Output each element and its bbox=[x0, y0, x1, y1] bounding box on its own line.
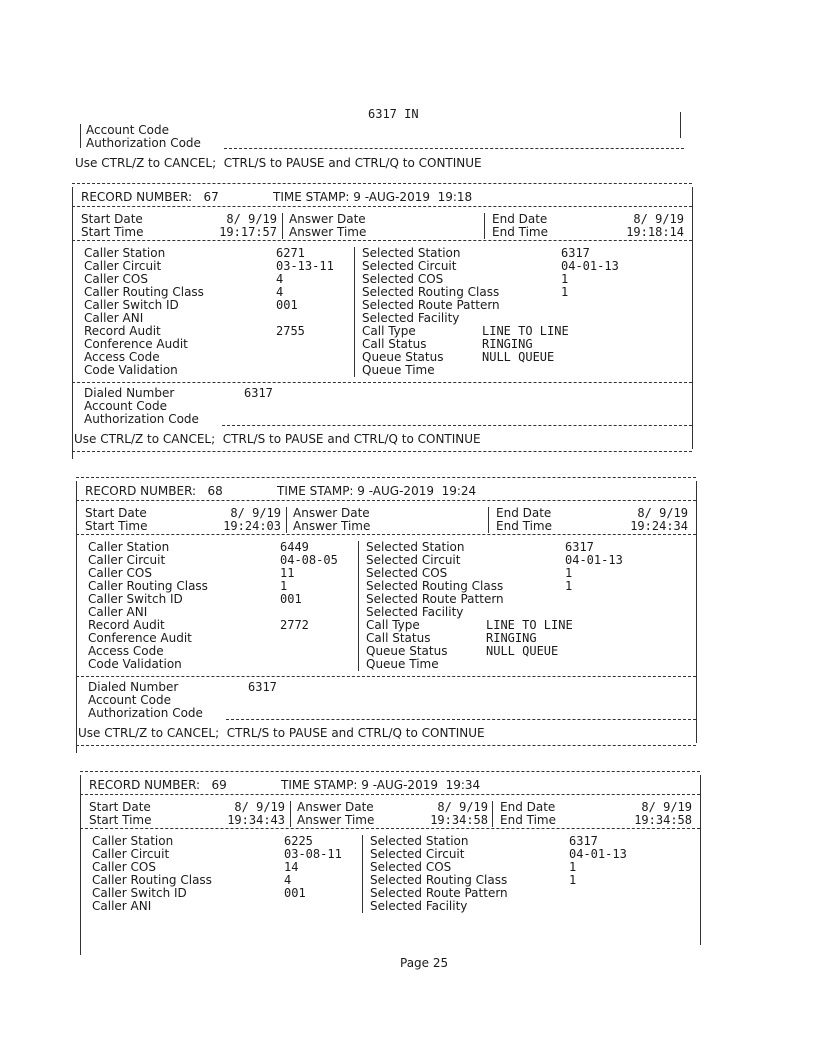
caller-field-label: Conference Audit bbox=[84, 337, 188, 351]
selected-field-label: Queue Status bbox=[366, 644, 448, 658]
selected-field-label: Selected Routing Class bbox=[366, 579, 504, 593]
selected-field-label: Selected Facility bbox=[370, 899, 468, 913]
caller-field-label: Caller Circuit bbox=[84, 259, 162, 273]
selected-field-label: Selected Facility bbox=[362, 311, 460, 325]
selected-field-label: Call Type bbox=[362, 324, 416, 338]
end-time-label: End Time bbox=[496, 519, 552, 533]
answer-time-label: Answer Time bbox=[293, 519, 371, 533]
caller-field-value: 11 bbox=[280, 566, 295, 580]
caller-field-label: Code Validation bbox=[84, 363, 178, 377]
start-time-label: Start Time bbox=[85, 519, 148, 533]
time-stamp: TIME STAMP: 9 -AUG-2019 19:34 bbox=[281, 778, 481, 792]
selected-field-value: 1 bbox=[565, 566, 573, 580]
dialed-number-value: 6317 bbox=[244, 386, 273, 400]
start-time-value: 19:34:43 bbox=[227, 813, 285, 827]
divider bbox=[80, 828, 700, 829]
caller-field-label: Caller Routing Class bbox=[84, 285, 204, 299]
caller-field-value: 03-08-11 bbox=[284, 847, 342, 861]
selected-field-label: Selected COS bbox=[370, 860, 452, 874]
selected-field-label: Selected Route Pattern bbox=[366, 592, 504, 606]
record-left-border bbox=[72, 187, 73, 459]
caller-field-value: 6449 bbox=[280, 540, 309, 554]
caller-field-label: Access Code bbox=[88, 644, 164, 658]
caller-field-value: 4 bbox=[276, 272, 284, 286]
dialed-number-value: 6317 bbox=[248, 680, 277, 694]
caller-field-value: 04-08-05 bbox=[280, 553, 338, 567]
selected-field-label: Selected Route Pattern bbox=[370, 886, 508, 900]
end-date-label: End Date bbox=[496, 506, 552, 520]
caller-field-value: 001 bbox=[276, 298, 298, 312]
divider bbox=[76, 500, 696, 501]
record-number: RECORD NUMBER: 68 bbox=[85, 484, 223, 498]
selected-field-label: Selected Circuit bbox=[370, 847, 465, 861]
selected-field-label: Selected Circuit bbox=[362, 259, 457, 273]
margin-bar bbox=[80, 124, 81, 148]
start-time-value: 19:24:03 bbox=[223, 519, 281, 533]
end-date-label: End Date bbox=[500, 800, 556, 814]
selected-field-label: Call Status bbox=[366, 631, 431, 645]
caller-field-label: Caller ANI bbox=[84, 311, 144, 325]
record-top-border bbox=[72, 183, 692, 184]
selected-field-value: 1 bbox=[561, 272, 569, 286]
caller-field-value: 4 bbox=[276, 285, 284, 299]
caller-field-label: Code Validation bbox=[88, 657, 182, 671]
column-separator bbox=[488, 507, 489, 533]
account-code-label: Account Code bbox=[88, 693, 171, 707]
selected-field-label: Selected Station bbox=[370, 834, 469, 848]
caller-field-value: 1 bbox=[280, 579, 288, 593]
record-number: RECORD NUMBER: 69 bbox=[89, 778, 227, 792]
selected-field-value: NULL QUEUE bbox=[486, 644, 559, 658]
caller-field-label: Caller Routing Class bbox=[92, 873, 212, 887]
end-date-value: 8/ 9/19 bbox=[637, 506, 688, 520]
column-separator bbox=[362, 835, 363, 913]
answer-date-label: Answer Date bbox=[289, 212, 366, 226]
selected-field-value: RINGING bbox=[486, 631, 537, 645]
dialed-number-label: Dialed Number bbox=[84, 386, 175, 400]
authorization-code-label: Authorization Code bbox=[88, 706, 203, 720]
selected-field-label: Selected COS bbox=[362, 272, 444, 286]
end-date-value: 8/ 9/19 bbox=[633, 212, 684, 226]
record-right-border bbox=[692, 187, 693, 449]
answer-time-value: 19:34:58 bbox=[430, 813, 488, 827]
caller-field-label: Record Audit bbox=[88, 618, 165, 632]
answer-date-value: 8/ 9/19 bbox=[437, 800, 488, 814]
caller-field-label: Record Audit bbox=[84, 324, 161, 338]
caller-field-label: Caller Station bbox=[88, 540, 170, 554]
selected-field-label: Selected Route Pattern bbox=[362, 298, 500, 312]
account-code-label: Account Code bbox=[86, 123, 169, 137]
divider bbox=[76, 534, 696, 535]
selected-field-value: 6317 bbox=[565, 540, 594, 554]
start-date-value: 8/ 9/19 bbox=[234, 800, 285, 814]
selected-field-label: Selected Circuit bbox=[366, 553, 461, 567]
time-stamp: TIME STAMP: 9 -AUG-2019 19:24 bbox=[277, 484, 477, 498]
selected-field-value: 1 bbox=[569, 860, 577, 874]
caller-field-label: Caller Routing Class bbox=[88, 579, 208, 593]
caller-field-label: Caller Switch ID bbox=[84, 298, 179, 312]
authorization-code-label: Authorization Code bbox=[86, 136, 201, 150]
end-time-label: End Time bbox=[500, 813, 556, 827]
selected-field-label: Selected Station bbox=[366, 540, 465, 554]
caller-field-value: 001 bbox=[280, 592, 302, 606]
selected-field-label: Queue Time bbox=[362, 363, 435, 377]
start-time-value: 19:17:57 bbox=[219, 225, 277, 239]
caller-field-label: Caller COS bbox=[88, 566, 152, 580]
selected-field-label: Selected Routing Class bbox=[362, 285, 500, 299]
selected-field-label: Queue Time bbox=[366, 657, 439, 671]
divider bbox=[222, 425, 692, 426]
column-separator bbox=[358, 541, 359, 671]
caller-field-label: Conference Audit bbox=[88, 631, 192, 645]
caller-field-value: 14 bbox=[284, 860, 299, 874]
selected-field-label: Selected Routing Class bbox=[370, 873, 508, 887]
selected-field-label: Selected COS bbox=[366, 566, 448, 580]
start-date-label: Start Date bbox=[85, 506, 147, 520]
selected-field-label: Call Status bbox=[362, 337, 427, 351]
caller-field-label: Caller Station bbox=[92, 834, 174, 848]
divider bbox=[224, 148, 684, 149]
record-top-border bbox=[80, 771, 700, 772]
record-right-border bbox=[700, 775, 701, 945]
selected-field-value: 6317 bbox=[561, 246, 590, 260]
column-separator bbox=[484, 213, 485, 239]
divider bbox=[80, 794, 700, 795]
selected-field-value: 1 bbox=[565, 579, 573, 593]
end-date-value: 8/ 9/19 bbox=[641, 800, 692, 814]
account-code-label: Account Code bbox=[84, 399, 167, 413]
divider bbox=[72, 451, 692, 452]
end-time-label: End Time bbox=[492, 225, 548, 239]
page-number: Page 25 bbox=[400, 956, 449, 970]
cancel-instruction: Use CTRL/Z to CANCEL; CTRL/S to PAUSE and CTRL/Q to CONTINUE bbox=[74, 432, 481, 446]
selected-field-value: NULL QUEUE bbox=[482, 350, 555, 364]
divider bbox=[72, 206, 692, 207]
start-date-label: Start Date bbox=[81, 212, 143, 226]
selected-field-value: 04-01-13 bbox=[561, 259, 619, 273]
selected-field-label: Selected Facility bbox=[366, 605, 464, 619]
start-date-label: Start Date bbox=[89, 800, 151, 814]
caller-field-label: Caller COS bbox=[92, 860, 156, 874]
caller-field-label: Caller COS bbox=[84, 272, 148, 286]
selected-field-value: 1 bbox=[569, 873, 577, 887]
caller-field-label: Caller Circuit bbox=[92, 847, 170, 861]
selected-field-value: 1 bbox=[561, 285, 569, 299]
answer-time-label: Answer Time bbox=[289, 225, 367, 239]
dialed-number-label: Dialed Number bbox=[88, 680, 179, 694]
caller-field-label: Caller Switch ID bbox=[92, 886, 187, 900]
divider bbox=[76, 745, 696, 746]
caller-field-value: 4 bbox=[284, 873, 292, 887]
selected-field-value: 6317 bbox=[569, 834, 598, 848]
caller-field-value: 2755 bbox=[276, 324, 305, 338]
selected-field-value: LINE TO LINE bbox=[486, 618, 573, 632]
selected-field-value: 04-01-13 bbox=[569, 847, 627, 861]
start-time-label: Start Time bbox=[89, 813, 152, 827]
cancel-instruction: Use CTRL/Z to CANCEL; CTRL/S to PAUSE and CTRL/Q to CONTINUE bbox=[75, 156, 482, 170]
answer-date-label: Answer Date bbox=[297, 800, 374, 814]
divider bbox=[72, 382, 692, 383]
report-title: 6317 IN bbox=[368, 107, 419, 121]
record-right-border bbox=[696, 481, 697, 743]
divider bbox=[72, 240, 692, 241]
caller-field-label: Access Code bbox=[84, 350, 160, 364]
caller-field-label: Caller Circuit bbox=[88, 553, 166, 567]
caller-field-value: 001 bbox=[284, 886, 306, 900]
cancel-instruction: Use CTRL/Z to CANCEL; CTRL/S to PAUSE and CTRL/Q to CONTINUE bbox=[78, 726, 485, 740]
record-top-border bbox=[76, 477, 696, 478]
authorization-code-label: Authorization Code bbox=[84, 412, 199, 426]
selected-field-label: Queue Status bbox=[362, 350, 444, 364]
selected-field-value: RINGING bbox=[482, 337, 533, 351]
end-time-value: 19:34:58 bbox=[634, 813, 692, 827]
end-time-value: 19:18:14 bbox=[626, 225, 684, 239]
selected-field-value: 04-01-13 bbox=[565, 553, 623, 567]
caller-field-value: 6225 bbox=[284, 834, 313, 848]
caller-field-value: 6271 bbox=[276, 246, 305, 260]
margin-bar bbox=[680, 112, 681, 138]
column-separator bbox=[354, 247, 355, 377]
column-separator bbox=[282, 213, 283, 239]
answer-date-label: Answer Date bbox=[293, 506, 370, 520]
time-stamp: TIME STAMP: 9 -AUG-2019 19:18 bbox=[273, 190, 473, 204]
column-separator bbox=[290, 801, 291, 827]
caller-field-value: 2772 bbox=[280, 618, 309, 632]
divider bbox=[76, 676, 696, 677]
caller-field-label: Caller Switch ID bbox=[88, 592, 183, 606]
caller-field-label: Caller ANI bbox=[88, 605, 148, 619]
end-time-value: 19:24:34 bbox=[630, 519, 688, 533]
selected-field-label: Selected Station bbox=[362, 246, 461, 260]
record-left-border bbox=[80, 775, 81, 955]
end-date-label: End Date bbox=[492, 212, 548, 226]
divider bbox=[226, 719, 696, 720]
record-left-border bbox=[76, 481, 77, 753]
start-date-value: 8/ 9/19 bbox=[230, 506, 281, 520]
selected-field-value: LINE TO LINE bbox=[482, 324, 569, 338]
caller-field-label: Caller ANI bbox=[92, 899, 152, 913]
column-separator bbox=[492, 801, 493, 827]
answer-time-label: Answer Time bbox=[297, 813, 375, 827]
start-date-value: 8/ 9/19 bbox=[226, 212, 277, 226]
caller-field-value: 03-13-11 bbox=[276, 259, 334, 273]
start-time-label: Start Time bbox=[81, 225, 144, 239]
selected-field-label: Call Type bbox=[366, 618, 420, 632]
column-separator bbox=[286, 507, 287, 533]
caller-field-label: Caller Station bbox=[84, 246, 166, 260]
record-number: RECORD NUMBER: 67 bbox=[81, 190, 219, 204]
